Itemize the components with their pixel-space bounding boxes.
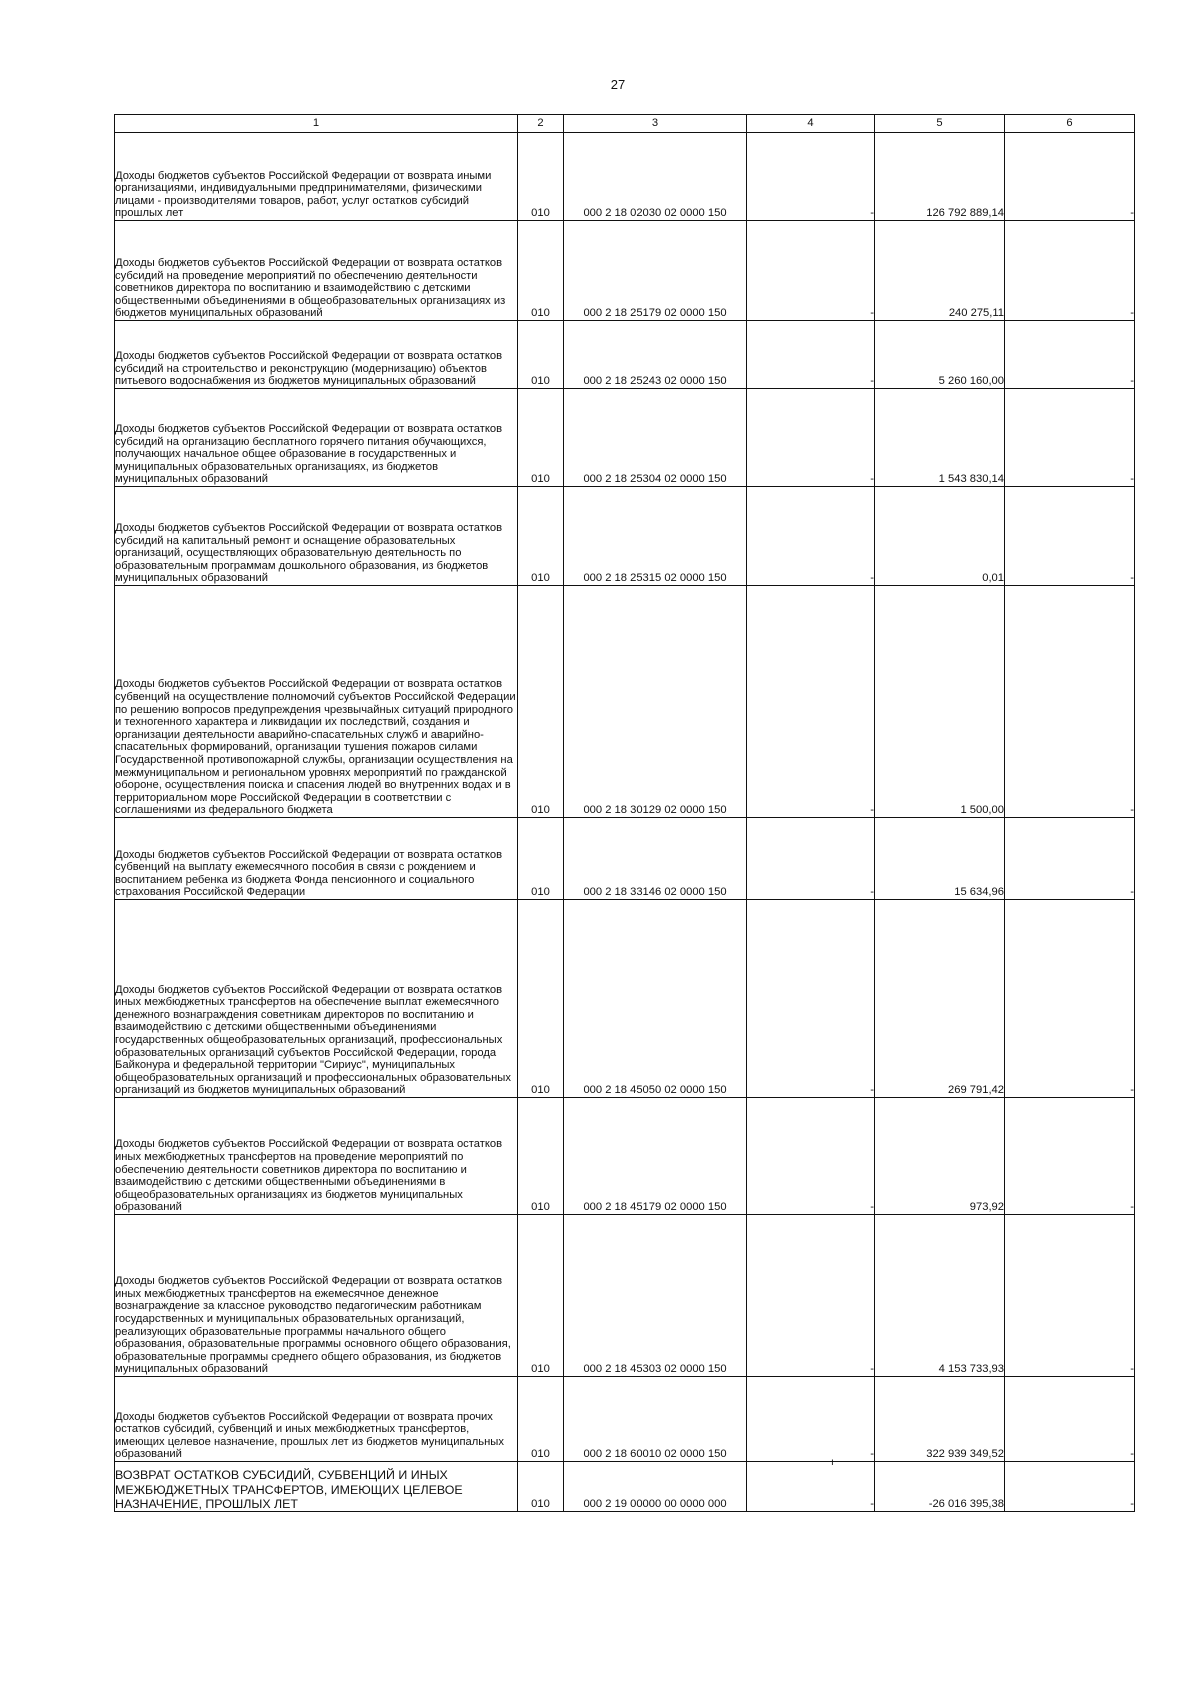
column-header-4: 4 xyxy=(747,115,875,133)
budget-classification-code: 000 2 18 45303 02 0000 150 xyxy=(564,1215,747,1377)
column-4-value: - xyxy=(747,900,875,1098)
table-row xyxy=(115,1215,1135,1377)
column-5-amount: 269 791,42 xyxy=(875,900,1005,1098)
budget-report-table xyxy=(114,114,1135,1512)
budget-classification-code: 000 2 18 25179 02 0000 150 xyxy=(564,221,747,321)
column-5-amount: 0,01 xyxy=(875,487,1005,586)
column-5-amount: 15 634,96 xyxy=(875,818,1005,900)
column-4-value: - xyxy=(747,221,875,321)
line-code: 010 xyxy=(518,221,564,321)
budget-classification-code: 000 2 18 25304 02 0000 150 xyxy=(564,389,747,487)
column-5-amount: 973,92 xyxy=(875,1098,1005,1215)
column-4-value: - xyxy=(747,1098,875,1215)
page-number: 27 xyxy=(610,77,626,92)
table-row xyxy=(115,1098,1135,1215)
income-description: Доходы бюджетов субъектов Российской Федерации от возврата остатков субсидий на капитальный ремонт и оснащение образовательных организаций, осуществляющих образовательную деятельность по образовательным программам дошкольного образования, из бюджетов муниципальных образований xyxy=(115,487,518,586)
column-6-value: - xyxy=(1005,818,1135,900)
column-6-value: - xyxy=(1005,321,1135,389)
income-description: Доходы бюджетов субъектов Российской Федерации от возврата остатков иных межбюджетных трансфертов на обеспечение выплат ежемесячного денежного вознаграждения советникам директоров по воспитанию и взаимодействию с детскими общественными объединениями государственных общеобразовательных организаций, профессиональных образовательных организаций субъектов Российской Федерации, города Байконура и федеральной территории "Сириус", муниципальных общеобразовательных организаций и профессиональных образовательных организаций из бюджетов муниципальных образований xyxy=(115,900,518,1098)
income-description: Доходы бюджетов субъектов Российской Федерации от возврата иными организациями, индивидуальными предпринимателями, физическими лицами - производителями товаров, работ, услуг остатков субсидий прошлых лет xyxy=(115,133,518,221)
table-row-total xyxy=(115,1462,1135,1512)
budget-classification-code: 000 2 18 02030 02 0000 150 xyxy=(564,133,747,221)
budget-classification-code: 000 2 18 45050 02 0000 150 xyxy=(564,900,747,1098)
section-total-description: ВОЗВРАТ ОСТАТКОВ СУБСИДИЙ, СУБВЕНЦИЙ И ИНЫХ МЕЖБЮДЖЕТНЫХ ТРАНСФЕРТОВ, ИМЕЮЩИХ ЦЕЛЕВОЕ НАЗНАЧЕНИЕ, ПРОШЛЫХ ЛЕТ xyxy=(115,1462,518,1512)
column-6-value: - xyxy=(1005,900,1135,1098)
column-4-value: - xyxy=(747,818,875,900)
budget-classification-code: 000 2 18 60010 02 0000 150 xyxy=(564,1377,747,1462)
column-header-5: 5 xyxy=(875,115,1005,133)
column-6-value: - xyxy=(1005,221,1135,321)
column-6-value: - xyxy=(1005,1377,1135,1462)
column-5-amount: -26 016 395,38 xyxy=(875,1462,1005,1512)
header-row xyxy=(115,115,1135,133)
column-header-2: 2 xyxy=(518,115,564,133)
table-row xyxy=(115,586,1135,818)
column-6-value: - xyxy=(1005,133,1135,221)
line-code: 010 xyxy=(518,900,564,1098)
column-5-amount: 322 939 349,52 xyxy=(875,1377,1005,1462)
column-4-value: - xyxy=(747,1377,875,1462)
column-6-value: - xyxy=(1005,1215,1135,1377)
column-5-amount: 240 275,11 xyxy=(875,221,1005,321)
budget-classification-code: 000 2 18 33146 02 0000 150 xyxy=(564,818,747,900)
line-code: 010 xyxy=(518,1098,564,1215)
table-row xyxy=(115,133,1135,221)
column-6-value: - xyxy=(1005,487,1135,586)
income-description: Доходы бюджетов субъектов Российской Федерации от возврата остатков субсидий на организацию бесплатного горячего питания обучающихся, получающих начальное общее образование в государственных и муниципальных образовательных организациях, из бюджетов муниципальных образований xyxy=(115,389,518,487)
column-header-6: 6 xyxy=(1005,115,1135,133)
column-5-amount: 5 260 160,00 xyxy=(875,321,1005,389)
income-description: Доходы бюджетов субъектов Российской Федерации от возврата прочих остатков субсидий, субвенций и иных межбюджетных трансфертов, имеющих целевое назначение, прошлых лет из бюджетов муниципальных образований xyxy=(115,1377,518,1462)
table-row xyxy=(115,1377,1135,1462)
table-row xyxy=(115,389,1135,487)
table-row xyxy=(115,321,1135,389)
column-4-value: - xyxy=(747,389,875,487)
column-5-amount: 1 500,00 xyxy=(875,586,1005,818)
column-4-value: - xyxy=(747,321,875,389)
column-6-value: - xyxy=(1005,1462,1135,1512)
column-4-value: - xyxy=(747,1462,875,1512)
line-code: 010 xyxy=(518,1377,564,1462)
column-6-value: - xyxy=(1005,389,1135,487)
line-code: 010 xyxy=(518,1462,564,1512)
budget-classification-code: 000 2 18 25315 02 0000 150 xyxy=(564,487,747,586)
line-code: 010 xyxy=(518,818,564,900)
income-description: Доходы бюджетов субъектов Российской Федерации от возврата остатков субсидий на проведение мероприятий по обеспечению деятельности советников директора по воспитанию и взаимодействию с детскими общественными объединениями в общеобразовательных организациях из бюджетов муниципальных образований xyxy=(115,221,518,321)
income-description: Доходы бюджетов субъектов Российской Федерации от возврата остатков иных межбюджетных трансфертов на проведение мероприятий по обеспечению деятельности советников директора по воспитанию и взаимодействию с детскими общественными объединениями в общеобразовательных организациях из бюджетов муниципальных образований xyxy=(115,1098,518,1215)
line-code: 010 xyxy=(518,389,564,487)
column-5-amount: 126 792 889,14 xyxy=(875,133,1005,221)
column-header-1: 1 xyxy=(115,115,518,133)
budget-classification-code: 000 2 18 45179 02 0000 150 xyxy=(564,1098,747,1215)
column-header-3: 3 xyxy=(564,115,747,133)
line-code: 010 xyxy=(518,586,564,818)
line-code: 010 xyxy=(518,1215,564,1377)
column-6-value: - xyxy=(1005,1098,1135,1215)
table-row xyxy=(115,900,1135,1098)
line-code: 010 xyxy=(518,321,564,389)
column-4-value: - xyxy=(747,133,875,221)
income-description: Доходы бюджетов субъектов Российской Федерации от возврата остатков иных межбюджетных трансфертов на ежемесячное денежное вознаграждение за классное руководство педагогическим работникам государственных и муниципальных образовательных организаций, реализующих образовательные программы начального общего образования, образовательные программы основного общего образования, образовательные программы среднего общего образования, из бюджетов муниципальных образований xyxy=(115,1215,518,1377)
income-description: Доходы бюджетов субъектов Российской Федерации от возврата остатков субвенций на осуществление полномочий субъектов Российской Федерации по решению вопросов предупреждения чрезвычайных ситуаций природного и техногенного характера и ликвидации их последствий, создания и организации деятельности аварийно-спасательных служб и аварийно-спасательных формирований, организации тушения пожаров силами Государственной противопожарной службы, организации осуществления на межмуниципальном и региональном уровнях мероприятий по гражданской обороне, осуществления поиска и спасения людей во внутренних водах и в территориальном море Российской Федерации в соответствии с соглашениями из федерального бюджета xyxy=(115,586,518,818)
column-4-value: - xyxy=(747,487,875,586)
budget-classification-code: 000 2 19 00000 00 0000 000 xyxy=(564,1462,747,1512)
income-description: Доходы бюджетов субъектов Российской Федерации от возврата остатков субвенций на выплату ежемесячного пособия в связи с рождением и воспитанием ребенка из бюджета Фонда пенсионного и социального страхования Российской Федерации xyxy=(115,818,518,900)
column-5-amount: 4 153 733,93 xyxy=(875,1215,1005,1377)
column-4-value: - xyxy=(747,586,875,818)
line-code: 010 xyxy=(518,133,564,221)
column-6-value: - xyxy=(1005,586,1135,818)
income-description: Доходы бюджетов субъектов Российской Федерации от возврата остатков субсидий на строительство и реконструкцию (модернизацию) объектов питьевого водоснабжения из бюджетов муниципальных образований xyxy=(115,321,518,389)
table-row xyxy=(115,221,1135,321)
table-row xyxy=(115,487,1135,586)
column-4-value: - xyxy=(747,1215,875,1377)
budget-classification-code: 000 2 18 25243 02 0000 150 xyxy=(564,321,747,389)
column-5-amount: 1 543 830,14 xyxy=(875,389,1005,487)
budget-classification-code: 000 2 18 30129 02 0000 150 xyxy=(564,586,747,818)
line-code: 010 xyxy=(518,487,564,586)
stray-scan-mark: ı xyxy=(831,1457,834,1468)
table-row xyxy=(115,818,1135,900)
